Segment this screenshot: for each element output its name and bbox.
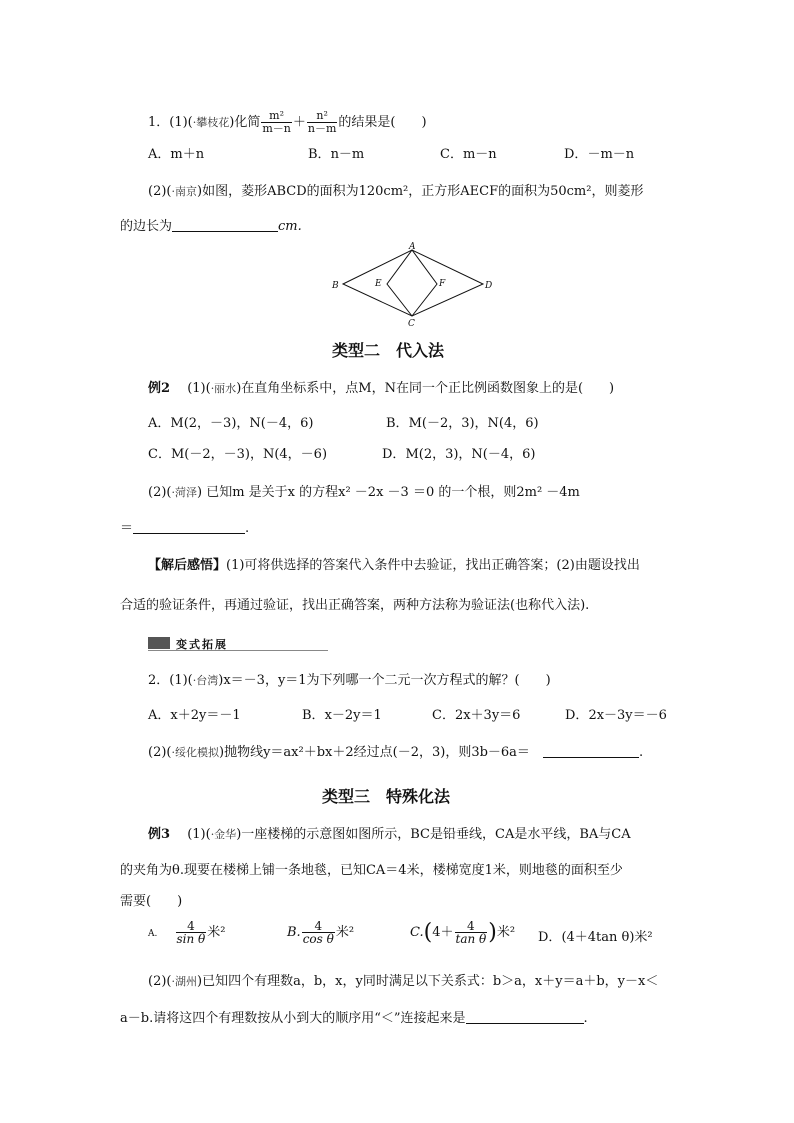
fraction: $\frac{\text{n²}}{n-m}$ (307, 109, 337, 135)
ex3-option-d: D．(4＋4tan θ)米² (538, 930, 653, 945)
ex3-option-a: A. $\frac{4}{\text{sin θ}}$ 米² (148, 919, 226, 946)
answer-blank[interactable] (543, 745, 639, 758)
ex3-option-b: B. $\frac{4}{\text{cos θ}}$ 米² (287, 919, 355, 946)
label-c: C (408, 319, 415, 328)
rhombus-abcd (343, 250, 483, 316)
ex2-part2: (2)(·菏泽) 已知m 是关于x 的方程x² －2x －3 ＝0 的一个根，则2m² －4m (148, 485, 580, 500)
ex2-part2-answer: ＝ . (120, 521, 250, 536)
answer-blank[interactable] (133, 521, 245, 534)
ex3-part1-line1: 例3 (1)(·金华)一座楼梯的示意图如图所示，BC是铅垂线，CA是水平线，BA与CA (148, 827, 631, 842)
insight-line1: 【解后感悟】(1)可将供选择的答案代入条件中去验证，找出正确答案；(2)由题设找出 (148, 558, 640, 573)
q2-option-b: B．x－2y＝1 (302, 708, 382, 723)
ex2-option-d: D．M(2，3)，N(－4，6) (382, 447, 536, 462)
q2-part1: 2．(1)(·台湾)x＝－3，y＝1为下列哪一个二元一次方程式的解？( ) (148, 673, 551, 688)
label-d: D (485, 281, 493, 291)
q1-part2-line1: (2)(·南京)如图，菱形ABCD的面积为120cm²，正方形AECF的面积为50cm²，则菱形 (148, 184, 644, 199)
q1-part1: 1．(1)(·攀枝花)化简 $\frac{\text{m²}}{m-n}$ ＋ $\frac{\text{n²}}{n-m}$ 的结果是( ) (148, 109, 427, 135)
label-a: A (409, 242, 416, 252)
q1-option-b: B．n－m (308, 147, 365, 162)
q1-option-a: A．m＋n (148, 147, 205, 162)
label-f: F (439, 279, 446, 289)
square-aecf (387, 250, 437, 316)
banner-line (148, 650, 328, 651)
section-heading-2: 类型二 代入法 (332, 341, 445, 360)
q1-option-d: D．－m－n (564, 147, 635, 162)
banner-title: 变式拓展 (176, 638, 228, 651)
q1-part2-line2: 的边长为 cm. (120, 219, 302, 234)
q2-part2: (2)(·绥化模拟)抛物线y＝ax²＋bx＋2经过点(－2，3)，则3b－6a＝ . (148, 745, 644, 760)
q2-option-d: D．2x－3y＝－6 (565, 708, 667, 723)
insight-line2: 合适的验证条件，再通过验证，找出正确答案，两种方法称为验证法(也称代入法). (120, 598, 590, 613)
answer-blank[interactable] (466, 1011, 584, 1024)
answer-blank[interactable] (172, 219, 278, 232)
section-heading-3: 类型三 特殊化法 (322, 787, 451, 806)
rhombus-figure (325, 240, 500, 328)
ex2-option-a: A．M(2，－3)，N(－4，6) (148, 416, 314, 431)
ex3-part2-line2: a－b.请将这四个有理数按从小到大的顺序用“＜”连接起来是 . (120, 1011, 588, 1026)
banner-block (148, 637, 170, 649)
label-e: E (375, 279, 382, 289)
ex2-part1: 例2 (1)(·丽水)在直角坐标系中，点M，N在同一个正比例函数图象上的是( ) (148, 381, 615, 396)
ex2-option-b: B．M(－2，3)，N(4，6) (386, 416, 539, 431)
source-tag: ·攀枝花 (192, 116, 230, 129)
ex3-option-c: C.(4＋ $\frac{4}{\text{tan θ}}$ )米² (410, 919, 516, 946)
fraction: $\frac{\text{m²}}{m-n}$ (262, 109, 291, 135)
ex3-part1-line3: 需要( ) (120, 894, 183, 909)
q1-option-c: C．m－n (440, 147, 497, 162)
ex2-option-c: C．M(－2，－3)，N(4，－6) (148, 447, 328, 462)
ex3-part2-line1: (2)(·湖州)已知四个有理数a，b，x，y同时满足以下关系式：b＞a，x＋y＝a＋b，y－x＜ (148, 974, 659, 989)
q2-option-a: A．x＋2y＝－1 (148, 708, 241, 723)
label-b: B (332, 281, 339, 291)
q2-option-c: C．2x＋3y＝6 (432, 708, 521, 723)
ex3-part1-line2: 的夹角为θ.现要在楼梯上铺一条地毯，已知CA＝4米，楼梯宽度1米，则地毯的面积至少 (120, 863, 623, 878)
